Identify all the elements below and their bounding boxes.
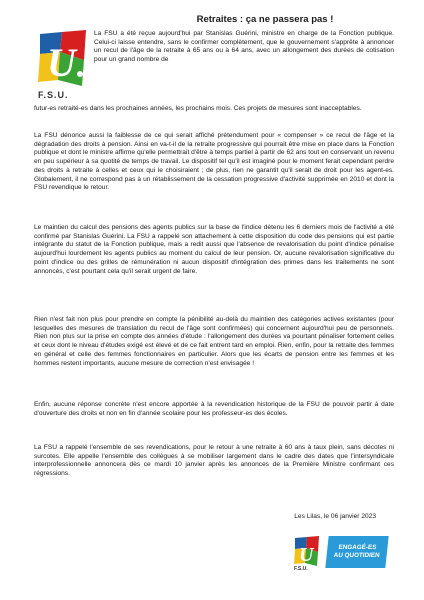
badge-line-1: ENGAGÉ-ES: [338, 544, 377, 551]
badge-line-2: AU QUOTIDIEN: [333, 552, 380, 559]
engaged-badge: [325, 536, 388, 568]
place-date: Les Lilas, le 06 janvier 2023: [294, 513, 376, 520]
svg-text:U: U: [47, 40, 76, 85]
page-title: Retraites : ça ne passera pas !: [196, 14, 334, 25]
fsu-logo: [34, 30, 92, 90]
paragraph-school-teachers: Enfin, aucune réponse concrète n'est encore apportée à la revendication historique de la FSU de pouvoir partir à date d'ouverture des droits et non en fin d'année scolaire pour les professeur-es des écoles.: [34, 401, 394, 417]
svg-text:U: U: [299, 544, 314, 566]
paragraph-compensation: La FSU dénonce aussi la faiblesse de ce qui serait affiché prétendument pour « compenser » ce recul de l'âge et la dégradation des droits à pension. Ainsi en va-t-il de la retraite progressive qui pourrait être mise en place dans la Fonction publique et dont le ministre affirme qu'elle permettrait d'être à temps partiel à partir de 62 ans tout en conservant un revenu en peu supérieur à sa quotité de temps de travail. Le dispositif tel qu'il est imaginé pour le moment ferait cependant perdre des droits à retraite à celles et ceux qui le choisiraient ; de plus, rien ne garantit qu'il serait de droit pour les agent-es. Globalement, il ne correspond pas à un rétablissement de la cessation progressive d'activité supprimée en 2010 et dont la FSU revendique le retour.: [34, 132, 394, 192]
paragraph-intro-continued: futur-es retraité-es dans les prochaines années, les prochains mois. Ces projets de mesures sont inacceptables.: [34, 105, 362, 112]
small-logo-caption: F.S.U.: [294, 566, 308, 572]
paragraph-pension-calculation: Le maintien du calcul des pensions des agents publics sur la base de l'indice détenu les 6 derniers mois de l'activité a été confirmé par Stanislas Guérini. La FSU a rappelé son attachement à cette disposition du code des pensions qui est partie intégrante du statut de la Fonction publique, mais a redit aussi que l'absence de revalorisation du point d'indice pénalise aujourd'hui lourdement les agents publics au moment du calcul de leur pension. Or, aucune revalorisation significative du point d'indice ou des grilles de rémunération ni aucun dispositif d'intégration des primes dans les traitements ne sont annoncés, c'est pourtant cela qu'il serait urgent de faire.: [34, 224, 394, 275]
paragraph-demands: La FSU a rappelé l'ensemble de ses revendications, pour le retour à une retraite à 60 ans à taux plein, sans décotes ni surcotes. Elle appelle l'ensemble des collègues à se mobiliser largement dans le cadre des dates que l'intersyndicale interprofessionnelle annoncera dès ce mardi 10 janvier après les annonces de la Première Ministre confirmant ces régressions.: [34, 444, 394, 478]
paragraph-hardship: Rien n'est fait non plus pour prendre en compte la pénibilité au-delà du maintien des catégories actives existantes (pour lesquelles des mesures de translation du recul de l'âge sont confirmées) qui concernent aujourd'hui peu de personnels. Rien non plus sur la prise en compte des années d'étude : l'allongement des durées va pourtant pénaliser fortement celles et ceux dont le niveau d'études exigé est élevé et de ce fait entrent tard en emploi. Rien, enfin, pour la retraite des femmes en général et celle des femmes fonctionnaires en particulier. Alors que les écarts de pension entre les femmes et les hommes restent importants, aucune mesure de correction n'est envisagée !: [34, 316, 394, 367]
paragraph-intro: La FSU a été reçue aujourd'hui par Stanislas Guérini, ministre en charge de la Fonction publique. Celui-ci laisse entendre, sans le confirmer complètement, que le gouvernement s'apprête à annoncer un recul de l'âge de la retraite à 65 ans ou à 64 ans, avec un allongement des durées de cotisation pour un grand nombre de: [94, 30, 394, 64]
logo-caption: F.S.U.: [38, 90, 69, 100]
fsu-small-logo: [292, 536, 322, 568]
